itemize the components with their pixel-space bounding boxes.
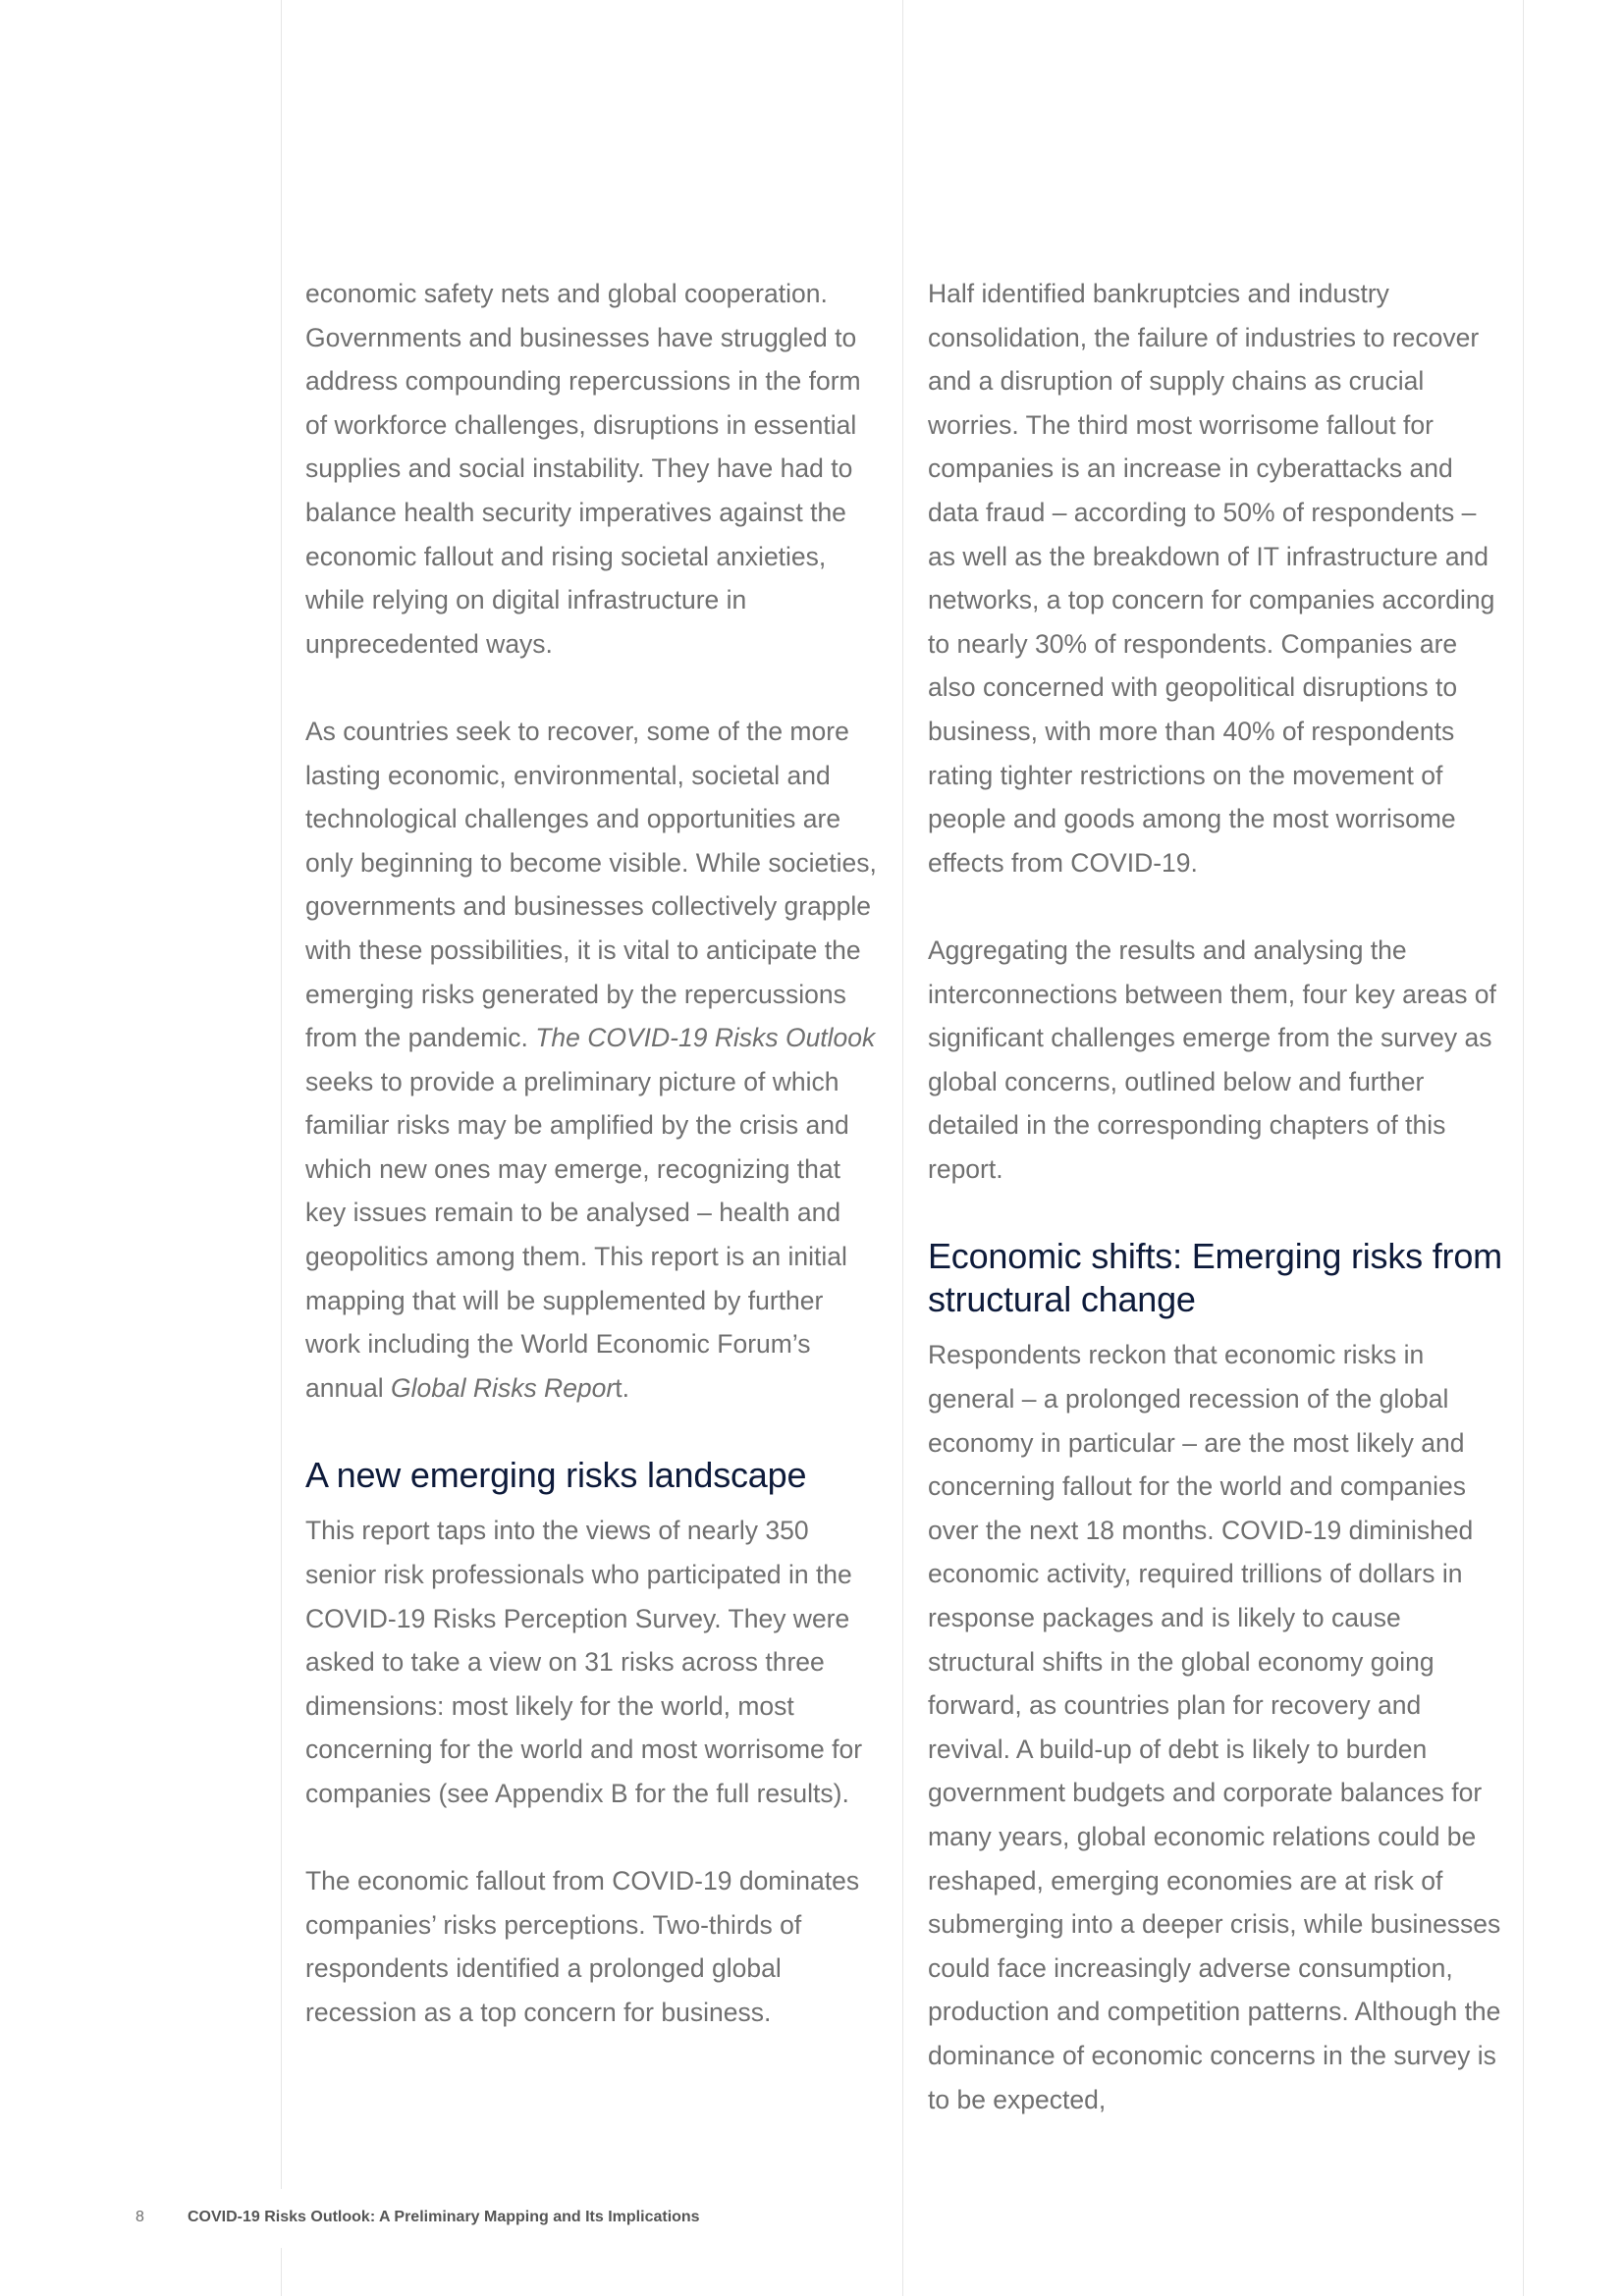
page-footer [135,2209,144,2226]
right-column [928,272,1507,2121]
left-paragraph-2: As countries seek to recover, some of the more lasting economic, environmental, societal and technological challenges and opportunities are only beginning to become visible. While societies, governments and businesses collectively grapple with these possibilities, it is vital to anticipate the emerging risks generated by the repercussions from the pandemic. The COVID-19 Risks Outlook seeks to provide a preliminary picture of which familiar risks may be amplified by the crisis and which new ones may emerge, recognizing that key issues remain to be analysed – health and geopolitics among them. This report is an initial mapping that will be supplemented by further work including the World Economic Forum’s annual Global Risks Report. [305,716,877,1403]
footer-title-wrap [188,2209,700,2226]
left-paragraph-3: This report taps into the views of nearly 350 senior risk professionals who participated in the COVID-19 Risks Perception Survey. They were asked to take a view on 31 risks across three dimensions: most likely for the world, most concerning for the world and most worrisome for companies (see Appendix B for the full results). [305,1516,863,1808]
section-heading-economic-shifts: Economic shifts: Emerging risks from structural change [928,1236,1502,1320]
column-divider-middle [902,0,903,2296]
right-paragraph-1: Half identified bankruptcies and industry consolidation, the failure of industries to recover and a disruption of supply chains as crucial worries. The third most worrisome fallout for companies is an increase in cyberattacks and data fraud – according to 50% of respondents – as well as the breakdown of IT infrastructure and networks, a top concern for companies according to nearly 30% of respondents. Companies are also concerned with geopolitical disruptions to business, with more than 40% of respondents rating tighter restrictions on the movement of people and goods among the most worrisome effects from COVID-19. [928,279,1495,878]
footer-report-title: COVID-19 Risks Outlook: A Preliminary Mapping and Its Implications [188,2209,700,2225]
right-paragraph-2: Aggregating the results and analysing the interconnections between them, four key areas of significant challenges emerge from the survey as global concerns, outlined below and further detailed in the corresponding chapters of this report. [928,934,1496,1184]
right-paragraph-3: Respondents reckon that economic risks in general – a prolonged recession of the global economy in particular – are the most likely and concerning fallout for the world and companies over the next 18 months. COVID-19 diminished economic activity, required trillions of dollars in response packages and is likely to cause structural shifts in the global economy going forward, as countries plan for recovery and revival. A build-up of debt is likely to burden government budgets and corporate balances for many years, global economic relations could be reshaped, emerging economies are at risk of submerging into a deeper crisis, while businesses could face increasingly adverse consumption, production and competition patterns. Although the dominance of economic concerns in the survey is to be expected, [928,1340,1501,2114]
column-divider-left-lower [281,2248,282,2296]
left-paragraph-4: The economic fallout from COVID-19 dominates companies’ risks perceptions. Two-thirds of respondents identified a prolonged global recession as a top concern for business. [305,1866,860,2027]
page-number: 8 [135,2209,144,2225]
left-column [305,272,885,2035]
left-paragraph-1: economic safety nets and global cooperation. Governments and businesses have struggled to address compounding repercussions in the form of workforce challenges, disruptions in essential supplies and social instability. They have had to balance health security imperatives against the economic fallout and rising societal anxieties, while relying on digital infrastructure in unprecedented ways. [305,279,861,659]
column-divider-left [281,0,282,2189]
column-divider-right [1523,0,1524,2296]
section-heading-new-emerging-risks: A new emerging risks landscape [305,1455,807,1496]
